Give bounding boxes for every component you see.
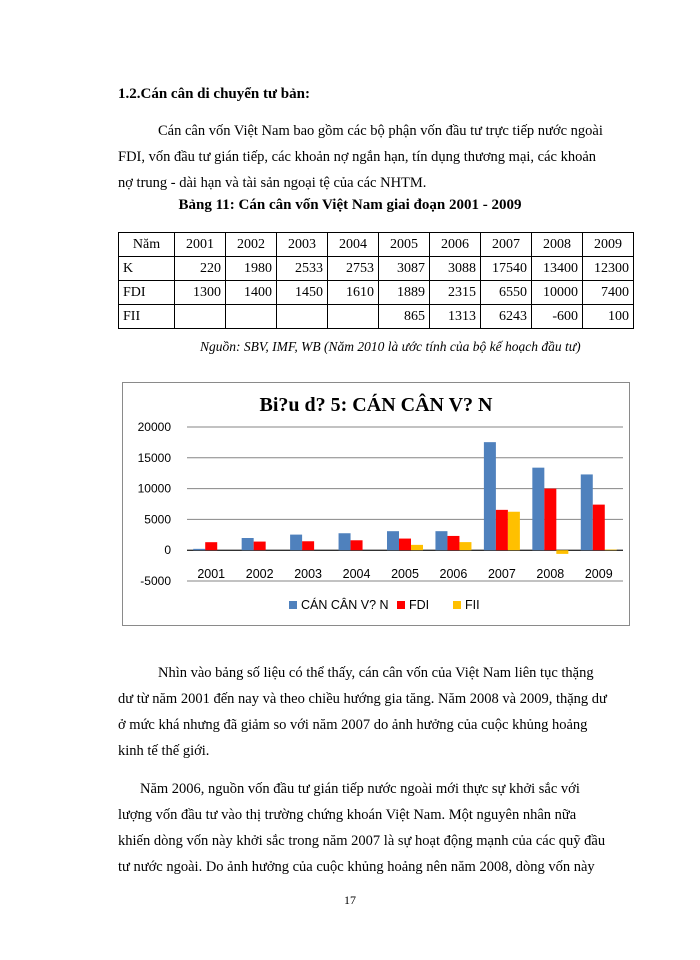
paragraph-line: Cán cân vốn Việt Nam bao gồm các bộ phận vốn đầu tư trực tiếp nước ngoài [158, 123, 603, 139]
section-heading: 1.2.Cán cân di chuyển tư bản: [118, 86, 310, 102]
y-tick-label: 10000 [137, 481, 171, 496]
x-tick-label: 2004 [342, 567, 371, 582]
table-cell: 6243 [481, 305, 532, 329]
chart-frame [122, 382, 630, 626]
x-tick-label: 2008 [536, 567, 565, 582]
table-header-cell: 2001 [175, 233, 226, 257]
bar-2007-3 [508, 512, 520, 550]
table-cell: -600 [532, 305, 583, 329]
table-cell: 1450 [277, 281, 328, 305]
bar-2001-1 [193, 549, 205, 550]
table-cell: 17540 [481, 257, 532, 281]
legend-label: CÁN CÂN V? N [301, 598, 389, 612]
x-tick-label: 2009 [584, 567, 613, 582]
x-tick-label: 2007 [487, 567, 516, 582]
x-tick-label: 2006 [439, 567, 468, 582]
chart-title: Bi?u d? 5: CÁN CÂN V? N [259, 394, 493, 416]
table-cell: 1313 [430, 305, 481, 329]
bar-2009-2 [593, 505, 605, 551]
analysis-paragraph-1 [118, 660, 631, 764]
table-cell: 1980 [226, 257, 277, 281]
y-tick-label: 20000 [137, 420, 171, 434]
table-cell: 2533 [277, 257, 328, 281]
y-tick-label: 15000 [137, 450, 171, 465]
legend-swatch [397, 601, 405, 609]
legend-label: FII [465, 598, 480, 612]
table-row [119, 281, 634, 305]
bar-2004-1 [339, 533, 351, 550]
table-cell: 1300 [175, 281, 226, 305]
bar-2005-2 [399, 539, 411, 551]
table-cell: 1400 [226, 281, 277, 305]
y-tick-label: 0 [164, 543, 171, 558]
legend-swatch [453, 601, 461, 609]
table-header-row [119, 233, 634, 257]
legend-swatch [289, 601, 297, 609]
table-cell [277, 305, 328, 329]
table-cell [328, 305, 379, 329]
table-cell: 1889 [379, 281, 430, 305]
bar-2003-1 [290, 535, 302, 551]
bar-2004-2 [351, 540, 363, 550]
paragraph-line: khiến dòng vốn này khởi sắc trong năm 2007 là sự hoạt động mạnh của các quỹ đầu [118, 833, 606, 849]
bar-2006-3 [459, 542, 471, 550]
bar-2008-1 [532, 468, 544, 551]
table-cell: 220 [175, 257, 226, 281]
table-header-cell: Năm [119, 233, 175, 257]
legend-label: FDI [409, 598, 430, 612]
table-cell: 10000 [532, 281, 583, 305]
table-header-cell: 2004 [328, 233, 379, 257]
paragraph-line: nợ trung - dài hạn và tài sản ngoại tệ của các NHTM. [118, 175, 427, 191]
paragraph-line: Năm 2006, nguồn vốn đầu tư gián tiếp nước ngoài mới thực sự khởi sắc với [140, 781, 580, 797]
chart-bars [193, 442, 617, 554]
table-cell: 2753 [328, 257, 379, 281]
x-tick-label: 2005 [391, 567, 419, 582]
x-tick-label: 2002 [245, 567, 274, 582]
table-header-cell: 2008 [532, 233, 583, 257]
x-tick-label: 2003 [294, 567, 323, 582]
table-cell: 2315 [430, 281, 481, 305]
paragraph-line: dư từ năm 2001 đến nay và theo chiều hướng gia tăng. Năm 2008 và 2009, thặng dư [118, 691, 607, 707]
page-number: 17 [344, 893, 356, 907]
table-header-cell: 2006 [430, 233, 481, 257]
chart-legend [289, 597, 480, 612]
bar-2006-1 [435, 531, 447, 550]
table-cell: 12300 [583, 257, 634, 281]
x-tick-label: 2001 [197, 567, 226, 582]
table-cell: 13400 [532, 257, 583, 281]
table-header-cell: 2003 [277, 233, 328, 257]
table-header-cell: 2002 [226, 233, 277, 257]
table-cell: 100 [583, 305, 634, 329]
paragraph-line: ở mức khá nhưng đã giảm so với năm 2007 do ảnh hưởng của cuộc khủng hoảng [118, 717, 588, 733]
paragraph-line: kinh tế thế giới. [118, 743, 210, 759]
bar-2002-2 [254, 542, 266, 551]
table-header-cell: 2007 [481, 233, 532, 257]
table-cell [226, 305, 277, 329]
bar-2007-2 [496, 510, 508, 550]
table-cell [175, 305, 226, 329]
bar-2008-2 [544, 489, 556, 551]
bar-2009-1 [581, 474, 593, 550]
table-cell: 865 [379, 305, 430, 329]
paragraph-line: lượng vốn đầu tư vào thị trường chứng khoán Việt Nam. Một nguyên nhân nữa [118, 807, 577, 823]
table-header-cell: 2005 [379, 233, 430, 257]
paragraph-line: Nhìn vào bảng số liệu có thể thấy, cán cân vốn của Việt Nam liên tục thặng [158, 665, 594, 681]
table-row-label: FII [119, 305, 175, 329]
capital-balance-chart [123, 383, 629, 625]
table-header-cell: 2009 [583, 233, 634, 257]
chart-gridlines [187, 427, 623, 581]
paragraph-line: FDI, vốn đầu tư gián tiếp, các khoản nợ ngắn hạn, tín dụng thương mại, các khoản [118, 149, 597, 165]
bar-2007-1 [484, 442, 496, 550]
y-tick-label: -5000 [140, 574, 171, 588]
table-row-label: FDI [119, 281, 175, 305]
bar-2005-1 [387, 531, 399, 550]
table-cell: 3087 [379, 257, 430, 281]
bar-2008-3 [556, 550, 568, 554]
intro-paragraph [118, 118, 631, 196]
bar-2002-1 [242, 538, 254, 550]
bar-2006-2 [447, 536, 459, 550]
y-tick-label: 5000 [144, 512, 171, 527]
table-cell: 7400 [583, 281, 634, 305]
bar-2003-2 [302, 541, 314, 550]
table-cell: 6550 [481, 281, 532, 305]
bar-2005-3 [411, 545, 423, 550]
table-row [119, 305, 634, 329]
paragraph-line: tư nước ngoài. Do ảnh hưởng của cuộc khủng hoảng nên năm 2008, dòng vốn này [118, 859, 595, 875]
bar-2009-3 [605, 550, 617, 551]
bar-2001-2 [205, 542, 217, 550]
table-row-label: K [119, 257, 175, 281]
table-row [119, 257, 634, 281]
analysis-paragraph-2 [118, 776, 631, 880]
table-cell: 3088 [430, 257, 481, 281]
table-cell: 1610 [328, 281, 379, 305]
capital-balance-table [118, 232, 634, 329]
table-title: Bảng 11: Cán cân vốn Việt Nam giai đoạn 2001 - 2009 [178, 197, 522, 213]
source-note: Nguồn: SBV, IMF, WB (Năm 2010 là ước tính của bộ kế hoạch đầu tư) [200, 339, 581, 354]
